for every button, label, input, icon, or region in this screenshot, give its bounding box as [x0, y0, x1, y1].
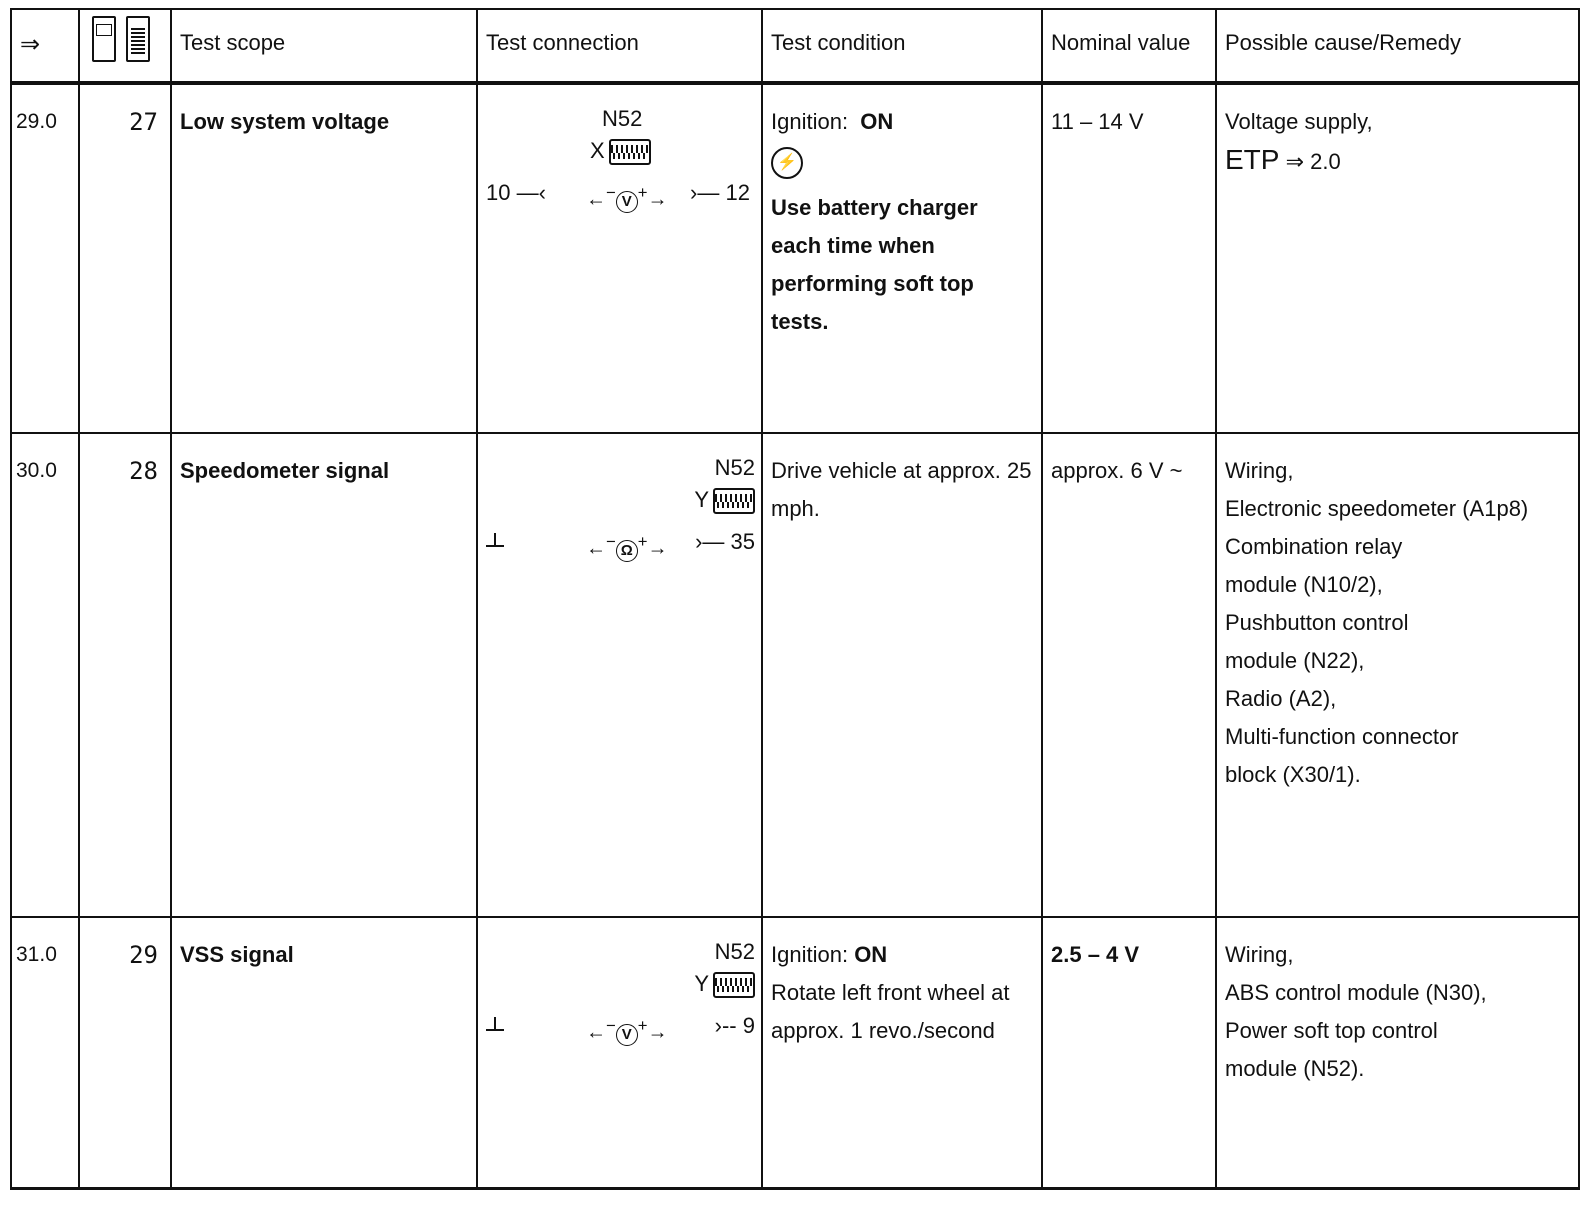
header-test-condition: Test condition: [762, 9, 1042, 83]
nominal-value: 2.5 – 4 V: [1042, 917, 1216, 1188]
test-condition: Drive vehicle at approx. 25 mph.: [762, 433, 1042, 917]
test-scope: Speedometer signal: [171, 433, 477, 917]
remedy-etp: [1225, 141, 1570, 181]
etp-label: ETP: [1225, 144, 1280, 175]
condition-value: ON: [854, 942, 888, 967]
right-pin-number: 12: [725, 180, 750, 205]
possible-cause: [1216, 83, 1579, 433]
remedy-line: block (X30/1).: [1225, 762, 1361, 787]
etp-reference: ⇒ 2.0: [1285, 149, 1341, 174]
remedy-line: Pushbutton control: [1225, 610, 1409, 635]
remedy-line: Voltage supply,: [1225, 109, 1373, 134]
connector-icon: [713, 972, 755, 998]
handheld-tester-icon: [126, 16, 150, 62]
header-row: [11, 9, 1579, 83]
step-number: 29.0: [11, 83, 79, 433]
meter-symbol: V: [616, 1024, 638, 1046]
condition-label: Ignition:: [771, 942, 849, 967]
test-scope: VSS signal: [171, 917, 477, 1188]
test-scope: Low system voltage: [171, 83, 477, 433]
remedy-line: Power soft top control: [1225, 1018, 1438, 1043]
condition-label: Ignition:: [771, 109, 849, 134]
battery-charger-icon: ⚡: [771, 147, 803, 179]
test-connection: [477, 83, 762, 433]
table-row: [11, 83, 1579, 433]
remedy-line: Wiring,: [1225, 942, 1294, 967]
remedy-line: ABS control module (N30),: [1225, 980, 1487, 1005]
remedy-line: Wiring,: [1225, 458, 1294, 483]
remedy-line: Radio (A2),: [1225, 686, 1337, 711]
table-row: [11, 433, 1579, 917]
voltmeter-icon: ←− V +→: [586, 1016, 668, 1044]
test-connection: [477, 917, 762, 1188]
test-condition: [762, 917, 1042, 1188]
step-number: 31.0: [11, 917, 79, 1188]
header-test-scope: Test scope: [171, 9, 477, 83]
module-label: N52: [714, 455, 755, 480]
socket-label: [590, 139, 651, 165]
voltmeter-icon: ←− V +→: [586, 183, 668, 211]
header-nominal-value: Nominal value: [1042, 9, 1216, 83]
test-table: [10, 8, 1580, 1190]
left-pin-number: 10: [486, 180, 511, 205]
possible-cause: [1216, 917, 1579, 1188]
socket-label: [694, 488, 755, 514]
test-connection: [477, 433, 762, 917]
condition-note: Rotate left front wheel at approx. 1 revo./second: [771, 980, 1010, 1043]
condition-value: ON: [860, 109, 894, 134]
fault-code: 29: [79, 917, 171, 1188]
connector-icon: [713, 488, 755, 514]
right-pin: ›— 35: [695, 529, 755, 554]
header-test-connection: Test connection: [477, 9, 762, 83]
ground-symbol: [486, 1012, 504, 1036]
condition-note: Use battery charger each time when performing soft top tests.: [771, 195, 978, 334]
module-label: N52: [602, 106, 643, 131]
ohmmeter-icon: ←− Ω +→: [586, 532, 668, 560]
right-pin-number: 9: [742, 1013, 755, 1038]
connector-icon: [609, 139, 651, 165]
remedy-line: Multi-function connector: [1225, 724, 1459, 749]
ground-symbol: [486, 528, 504, 552]
right-pin-number: 35: [730, 529, 755, 554]
remedy-line: module (N52).: [1225, 1056, 1365, 1081]
left-pin: 10 —‹: [486, 180, 546, 205]
table-row: [11, 917, 1579, 1188]
test-table-sheet: [10, 8, 1578, 1208]
step-number: 30.0: [11, 433, 79, 917]
fault-code: 27: [79, 83, 171, 433]
remedy-line: module (N10/2),: [1225, 572, 1383, 597]
possible-cause: [1216, 433, 1579, 917]
header-possible-cause: Possible cause/Remedy: [1216, 9, 1579, 83]
module-label: N52: [714, 939, 755, 964]
nominal-value: approx. 6 V ~: [1042, 433, 1216, 917]
meter-symbol: Ω: [616, 540, 638, 562]
socket-label: [694, 972, 755, 998]
meter-symbol: V: [616, 191, 638, 213]
header-arrow: ⇒: [11, 9, 79, 83]
tester-unit-icon: [92, 16, 116, 62]
nominal-value: 11 – 14 V: [1042, 83, 1216, 433]
ground-icon: [486, 533, 504, 547]
header-tester-icons: [79, 9, 171, 83]
ground-icon: [486, 1017, 504, 1031]
test-condition: [762, 83, 1042, 433]
remedy-line: Electronic speedometer (A1p8): [1225, 496, 1529, 521]
socket-letter: X: [590, 138, 605, 163]
right-pin: ›— 12: [690, 180, 750, 205]
right-pin: ›-- 9: [714, 1013, 755, 1038]
socket-letter: Y: [694, 487, 709, 512]
remedy-line: Combination relay: [1225, 534, 1403, 559]
fault-code: 28: [79, 433, 171, 917]
socket-letter: Y: [694, 971, 709, 996]
remedy-line: module (N22),: [1225, 648, 1365, 673]
